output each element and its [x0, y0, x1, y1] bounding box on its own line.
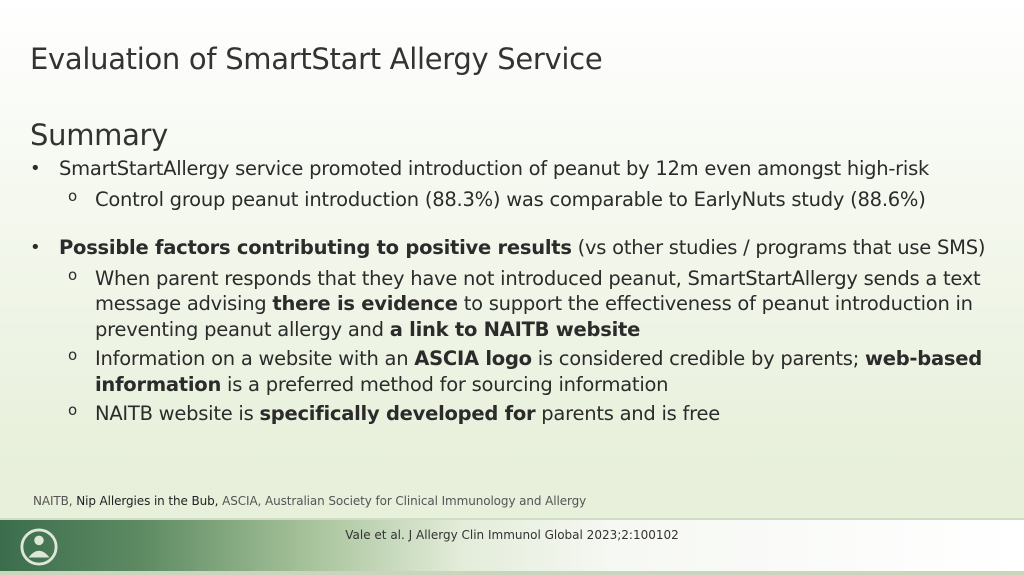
emphasis-text: ASCIA logo: [414, 347, 532, 370]
sub-bullet-ascia-logo: [30, 346, 990, 397]
sub-bullet-icon: o: [68, 186, 77, 205]
abbreviations-footnote: [33, 494, 586, 508]
sub-bullet-icon: o: [68, 401, 77, 419]
citation: Vale et al. J Allergy Clin Immunol Global 2023;2:100102: [345, 528, 679, 542]
sub-bullet-text: to support the effectiveness of peanut introduction in preventing peanut allergy and: [95, 292, 973, 341]
sub-bullet-parent-response: [30, 266, 990, 343]
footnote-part: NAITB,: [33, 494, 77, 508]
sub-bullet-icon: o: [68, 265, 77, 284]
footnote-part: Nip Allergies in the Bub,: [76, 494, 219, 508]
bullet-bold-text: Possible factors contributing to positive results: [59, 236, 572, 259]
sub-bullet-naitb-website: [30, 401, 990, 427]
sub-bullet-text: NAITB website is: [95, 402, 260, 425]
bullet-icon: •: [30, 158, 41, 179]
sub-bullet-icon: o: [68, 346, 77, 364]
sub-bullet-text: is considered credible by parents;: [531, 347, 865, 370]
sub-bullet-text: is a preferred method for sourcing information: [221, 372, 669, 396]
bullet-peanut-introduction: [30, 156, 990, 182]
footer-bottom-rule: [0, 571, 1024, 575]
slide-subtitle: Summary: [30, 118, 169, 152]
slide-body: [30, 156, 990, 427]
sub-bullet-text: When parent responds that they have not introduced peanut, SmartStartAllergy sends a text message advising: [95, 266, 981, 315]
footnote-part: ASCIA, Australian Society for Clinical Immunology and Allergy: [218, 494, 587, 508]
bullet-text: (vs other studies / programs that use SMS): [571, 236, 986, 259]
emphasis-text: there is evidence: [272, 292, 458, 315]
sub-bullet-text: Control group peanut introduction (88.3%) was comparable to EarlyNuts study (88.6%): [95, 187, 926, 211]
emphasis-text: specifically developed for: [259, 402, 536, 425]
sub-bullet-control-group: [30, 187, 990, 213]
sub-bullet-text: parents and is free: [535, 402, 720, 425]
sub-bullet-text: Information on a website with an: [95, 347, 415, 370]
bullet-icon: •: [30, 237, 41, 258]
bullet-possible-factors: [30, 235, 990, 261]
slide-title: Evaluation of SmartStart Allergy Service: [30, 42, 603, 76]
emphasis-text: a link to NAITB website: [389, 317, 641, 341]
bullet-text: SmartStartAllergy service promoted introduction of peanut by 12m even amongst high-risk: [59, 157, 930, 180]
emphasis-text: web-based information: [95, 347, 982, 396]
